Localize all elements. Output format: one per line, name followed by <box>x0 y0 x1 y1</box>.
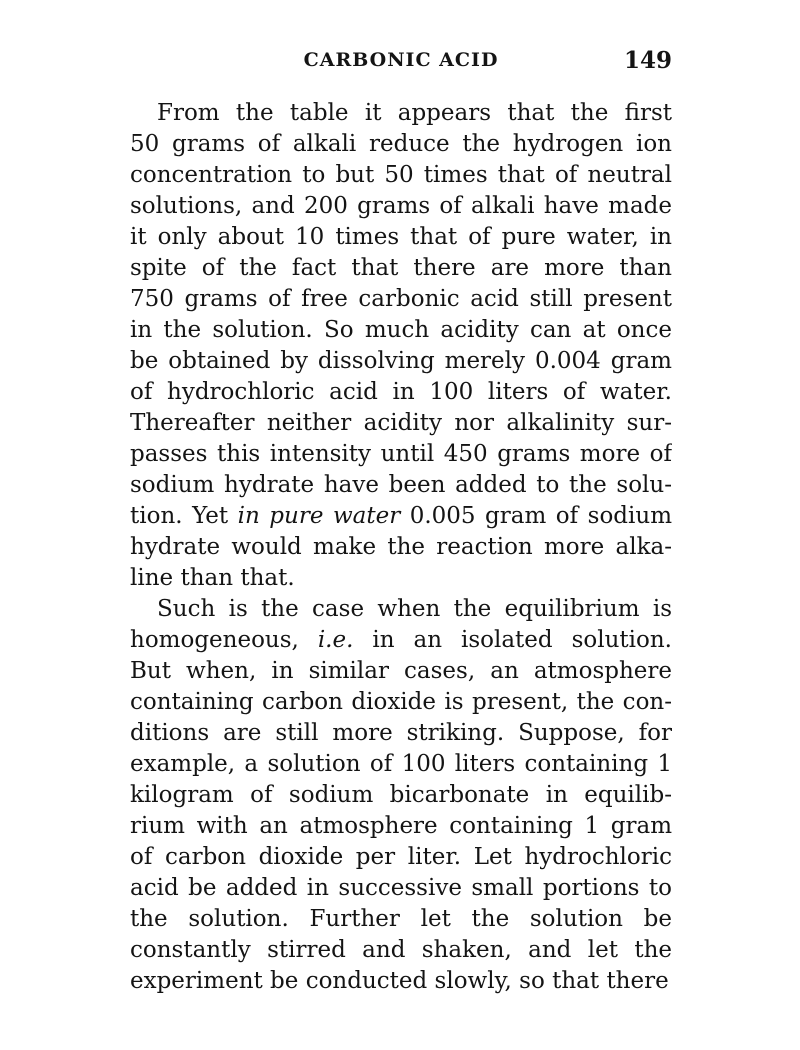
text-segment: sodium hydrate have been added to the solu- <box>130 472 672 498</box>
text-line <box>130 966 672 997</box>
text-line <box>130 253 672 284</box>
text-line <box>130 470 672 501</box>
text-line <box>130 625 672 656</box>
text-line <box>130 377 672 408</box>
text-segment: example, a solution of 100 liters containing 1 <box>130 751 672 777</box>
text-segment: rium with an atmosphere containing 1 gram <box>130 813 672 839</box>
text-segment: containing carbon dioxide is present, the con- <box>130 689 672 715</box>
text-line <box>130 129 672 160</box>
text-segment: concentration to but 50 times that of neutral <box>130 162 672 188</box>
text-segment: constantly stirred and shaken, and let the <box>130 937 672 963</box>
text-line <box>130 780 672 811</box>
text-line <box>130 718 672 749</box>
text-line <box>130 439 672 470</box>
paragraph <box>130 98 672 594</box>
text-segment: ditions are still more striking. Suppose, for <box>130 720 672 746</box>
text-segment: it only about 10 times that of pure water, in <box>130 224 672 250</box>
text-segment: solutions, and 200 grams of alkali have made <box>130 193 672 219</box>
text-line <box>130 222 672 253</box>
page-number: 149 <box>623 47 672 74</box>
text-line <box>130 501 672 532</box>
text-segment: of carbon dioxide per liter. Let hydrochloric <box>130 844 672 870</box>
text-segment: From the table it appears that the first <box>157 100 672 126</box>
text-segment: 750 grams of free carbonic acid still present <box>130 286 672 312</box>
text-line <box>130 408 672 439</box>
text-line <box>130 532 672 563</box>
italic-text: in pure water <box>237 503 401 529</box>
text-line <box>130 842 672 873</box>
text-line <box>130 749 672 780</box>
text-line <box>130 811 672 842</box>
text-line <box>130 563 672 594</box>
text-segment: hydrate would make the reaction more alka- <box>130 534 672 560</box>
text-line <box>130 873 672 904</box>
text-segment: passes this intensity until 450 grams more of <box>130 441 672 467</box>
text-line <box>130 656 672 687</box>
text-line <box>130 160 672 191</box>
text-segment: of hydrochloric acid in 100 liters of water. <box>130 379 672 405</box>
text-segment: homogeneous, <box>130 627 318 653</box>
text-segment: experiment be conducted slowly, so that there <box>130 968 669 994</box>
text-segment: the solution. Further let the solution be <box>130 906 672 932</box>
text-segment: be obtained by dissolving merely 0.004 gram <box>130 348 672 374</box>
text-segment: Such is the case when the equilibrium is <box>157 596 672 622</box>
body-text <box>130 98 672 997</box>
text-line <box>130 315 672 346</box>
text-line <box>130 687 672 718</box>
text-line <box>130 191 672 222</box>
text-segment: kilogram of sodium bicarbonate in equilib- <box>130 782 672 808</box>
text-line <box>130 98 672 129</box>
text-segment: in the solution. So much acidity can at once <box>130 317 672 343</box>
text-line <box>130 346 672 377</box>
text-segment: line than that. <box>130 565 295 591</box>
text-segment: in an isolated solution. <box>353 627 672 653</box>
text-segment: acid be added in successive small portions to <box>130 875 672 901</box>
text-segment: But when, in similar cases, an atmosphere <box>130 658 672 684</box>
text-line <box>130 284 672 315</box>
text-line <box>130 904 672 935</box>
text-line <box>130 594 672 625</box>
text-line <box>130 935 672 966</box>
paragraph <box>130 594 672 997</box>
text-segment: Thereafter neither acidity nor alkalinity sur- <box>130 410 672 436</box>
italic-text: i.e. <box>317 627 354 653</box>
running-title: CARBONIC ACID <box>303 49 499 71</box>
text-segment: 0.005 gram of sodium <box>400 503 672 529</box>
text-segment: spite of the fact that there are more than <box>130 255 672 281</box>
text-segment: tion. Yet <box>130 503 238 529</box>
text-segment: 50 grams of alkali reduce the hydrogen ion <box>130 131 672 157</box>
running-header <box>130 47 672 77</box>
